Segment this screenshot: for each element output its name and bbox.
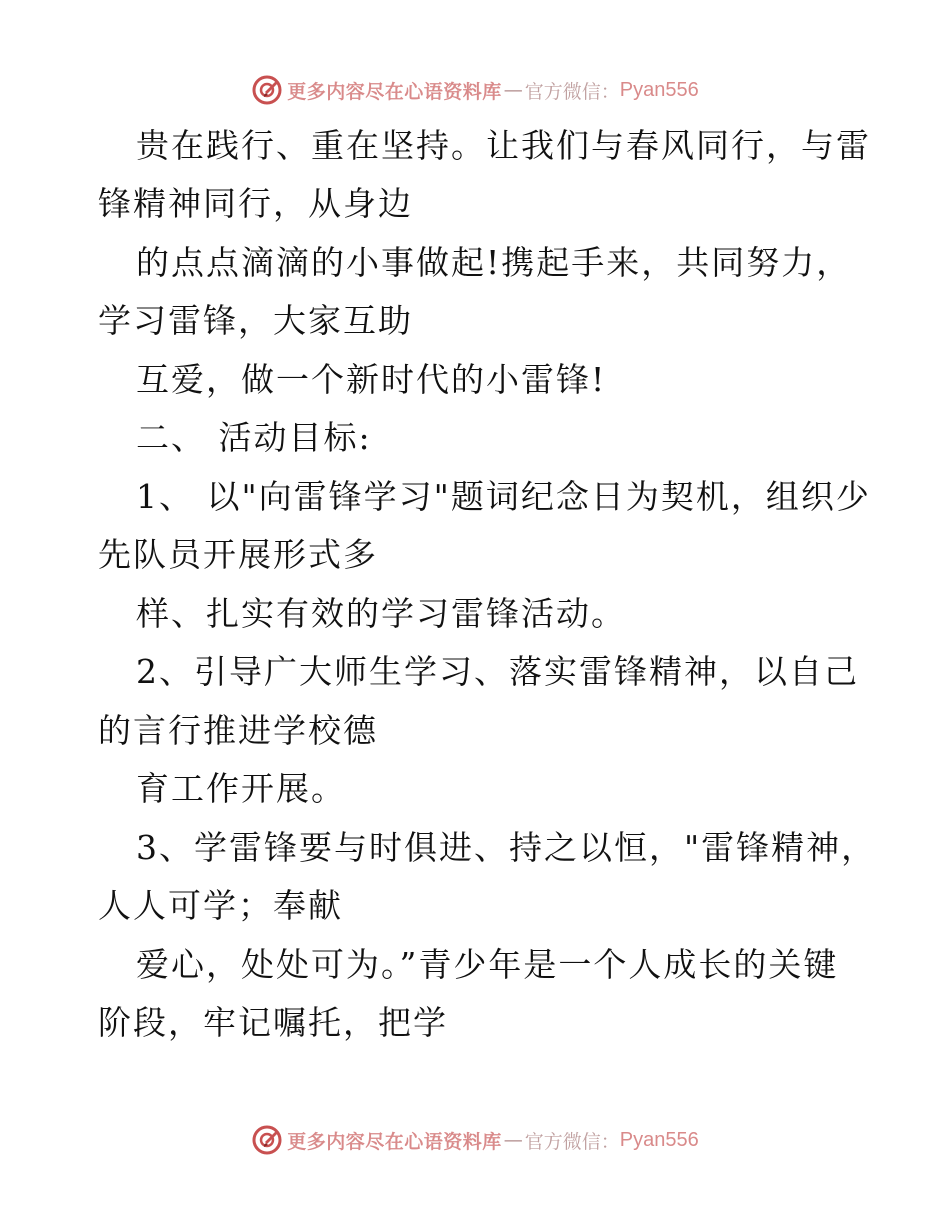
watermark-text: 更多内容尽在心语资料库 [287,1130,502,1153]
header-watermark [0,70,950,110]
text-line: 样、扎实有效的学习雷锋活动。 [136,594,626,633]
watermark-dash: — [503,79,523,101]
text-line: 先队员开展形式多 [98,535,378,574]
text-line: 爱心，处处可为。”青少年是一个人成长的关键 [136,945,839,984]
text-line: 2、引导广大师生学习、落实雷锋精神，以自己 [136,652,859,691]
text-line: 互爱，做一个新时代的小雷锋! [136,360,607,399]
watermark-dash: — [503,1129,523,1151]
text-line: 3、学雷锋要与时俱进、持之以恒，"雷锋精神， [136,828,877,867]
text-line: 学习雷锋，大家互助 [98,301,413,340]
text-line: 人人可学；奉献 [98,886,343,925]
text-line: 的言行推进学校德 [98,711,378,750]
watermark-id: Pyan556 [619,1128,699,1151]
text-line: 阶段，牢记嘱托，把学 [98,1003,448,1042]
watermark-text: 更多内容尽在心语资料库 [287,80,502,103]
text-line: 1、 以"向雷锋学习"题词纪念日为契机，组织少 [136,477,871,516]
footer-watermark [0,1120,950,1160]
brand-logo-icon [251,1124,283,1156]
text-line: 贵在践行、重在坚持。让我们与春风同行，与雷 [136,126,871,165]
text-line: 育工作开展。 [136,769,346,808]
watermark-label: 官方微信： [524,80,620,103]
watermark-label: 官方微信： [524,1130,620,1153]
text-line: 的点点滴滴的小事做起!携起手来，共同努力， [136,243,852,282]
text-line: 锋精神同行，从身边 [98,184,413,223]
section-heading: 二、 活动目标: [136,418,372,457]
brand-logo-icon [251,74,283,106]
watermark-id: Pyan556 [619,78,699,101]
